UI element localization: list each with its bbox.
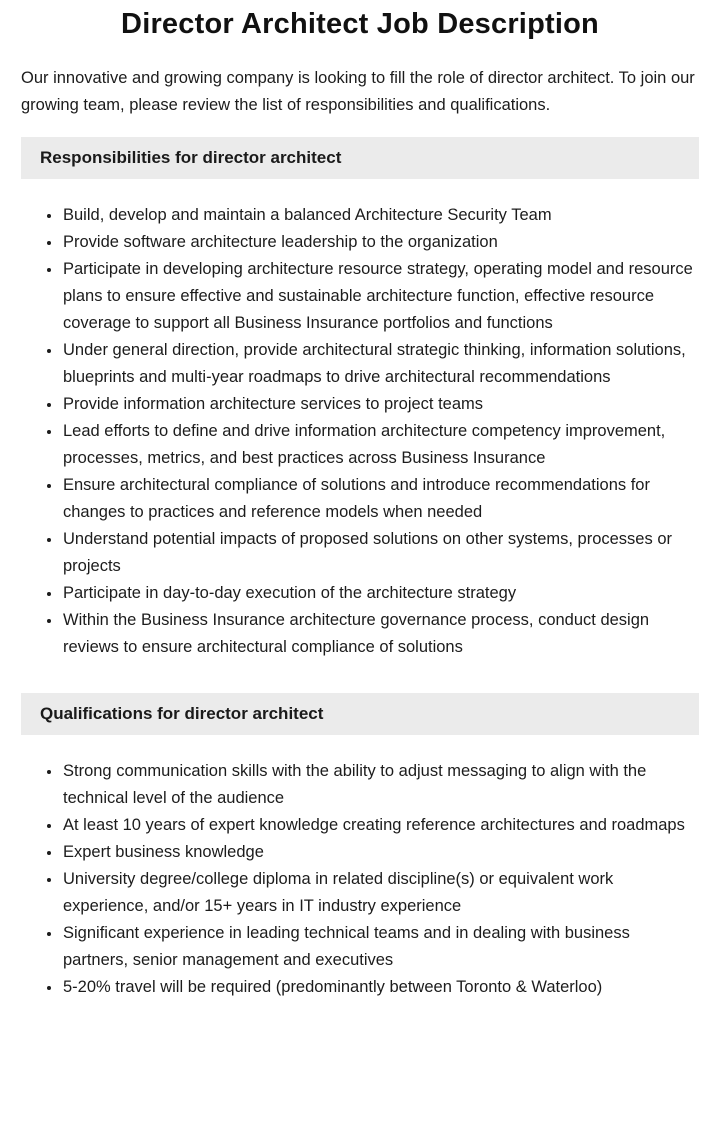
list-item: • Expert business knowledge — [62, 839, 699, 866]
list-item: • Significant experience in leading technical teams and in dealing with business partners, senior management and executives — [62, 920, 699, 974]
list-item: • Understand potential impacts of proposed solutions on other systems, processes or projects — [62, 526, 699, 580]
list-item: • At least 10 years of expert knowledge creating reference architectures and roadmaps — [62, 812, 699, 839]
qualifications-heading: Qualifications for director architect — [21, 693, 699, 735]
list-item: • Provide software architecture leadership to the organization — [62, 229, 699, 256]
list-item: • Provide information architecture services to project teams — [62, 391, 699, 418]
list-item: • Participate in developing architecture resource strategy, operating model and resource plans to ensure effective and sustainable architecture function, effective resource coverage to support all Business Insurance portfolios and functions — [62, 256, 699, 337]
list-item: • Under general direction, provide architectural strategic thinking, information solutions, blueprints and multi-year roadmaps to drive architectural recommendations — [62, 337, 699, 391]
responsibilities-section — [21, 137, 699, 661]
responsibilities-heading: Responsibilities for director architect — [21, 137, 699, 179]
qualifications-section — [21, 693, 699, 1001]
list-item: • Ensure architectural compliance of solutions and introduce recommendations for changes to practices and reference models when needed — [62, 472, 699, 526]
list-item: • Build, develop and maintain a balanced Architecture Security Team — [62, 202, 699, 229]
list-item: • 5-20% travel will be required (predominantly between Toronto & Waterloo) — [62, 974, 699, 1001]
list-item: • Strong communication skills with the ability to adjust messaging to align with the technical level of the audience — [62, 758, 699, 812]
list-item: • University degree/college diploma in related discipline(s) or equivalent work experience, and/or 15+ years in IT industry experience — [62, 866, 699, 920]
responsibilities-list — [21, 202, 699, 661]
intro-paragraph: Our innovative and growing company is looking to fill the role of director architect. To join our growing team, please review the list of responsibilities and qualifications. — [21, 69, 695, 114]
page-title: Director Architect Job Description — [121, 8, 599, 40]
list-item: • Within the Business Insurance architecture governance process, conduct design reviews to ensure architectural compliance of solutions — [62, 607, 699, 661]
list-item: • Participate in day-to-day execution of the architecture strategy — [62, 580, 699, 607]
qualifications-list — [21, 758, 699, 1001]
list-item: • Lead efforts to define and drive information architecture competency improvement, processes, metrics, and best practices across Business Insurance — [62, 418, 699, 472]
